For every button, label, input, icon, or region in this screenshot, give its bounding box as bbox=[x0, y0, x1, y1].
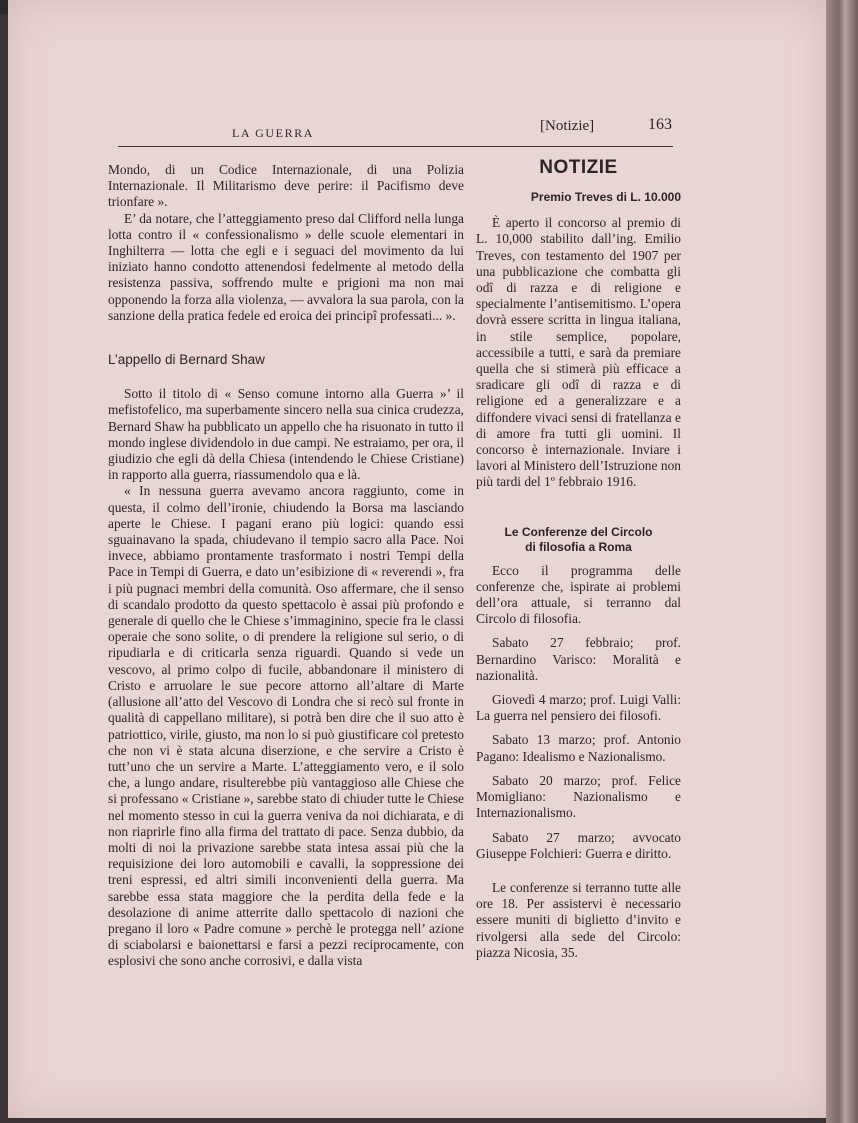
shaw-paragraph: Sotto il titolo di « Senso comune intorno alla Guerra »’ il mefistofelico, ma superbamente sincero nella sua cinica crudezza, Bernard Shaw ha pubblicato un appello che ha risuonato in tutto il mondo inglese dividendolo in due campi. Ne estraiamo, per ora, il giudizio che egli dà della Chiesa (intendendo le Chiese Cristiane) in rapporto alla guerra, riassumendolo qua e là. bbox=[108, 386, 464, 483]
conferenze-intro: Ecco il programma delle conferenze che, ispirate ai problemi dell’ora attuale, si terranno dal Circolo di filosofia. bbox=[476, 562, 681, 627]
conferenze-heading-line2: di filosofia a Roma bbox=[525, 539, 632, 554]
left-column bbox=[108, 162, 464, 970]
shaw-paragraph: « In nessuna guerra avevamo ancora raggiunto, come in questa, il colmo dell’ironie, chiudendo la Borsa ma lasciando aperte le Chiese. I pagani erano più logici: quando essi sguainavano la spada, chiudevano il tempio sacro alla Pace. Noi invece, abbiamo prontamente trasformato i nostri Tempi della Pace in Tempi di Guerra, e dato un’esibizione di « reverendi », fra i più pugnaci membri della comunità. Oso affermare, che il senso di scandalo prodotto da questo spettacolo è assai più profondo e generale di quello che le Chiese s’immaginino, specie fra le classi operaie che sono solite, o di prendere la religione sul serio, o di ripudiarla e di criticarla senza riguardi. Quando si vede un vescovo, al primo colpo di fucile, abbandonare il ministero di Cristo e arruolare le sue pecore attorno all’altare di Marte (allusione all’atto del Vescovo di Londra che si recò sul fronte in qualità di cappellano militare), si potrà ben dire che il suo atto è patriottico, virile, giusto, ma non lo si può giustificare col pretesto che non vi è stata alcuna diserzione, e che servire a Cristo è tutt’uno che un servire a Marte. L’atteggiamento vero, e il solo che, a lungo andare, risulterebbe più vantaggioso alle Chiese che si professano « Cristiane », sarebbe stato di chiuder tutte le Chiese nel momento stesso in cui la guerra veniva da noi dichiarata, e di non riaprirle fino alla firma del trattato di pace. Senza dubbio, da molti di noi la privazione sarebbe stata intesa assai più che la requisizione dei loro automobili e cavalli, la soppressione dei treni espressi, ed altri simili inconvenienti della guerra. Ma sarebbe essa stata maggiore che la perdita della fede e la desolazione di anime atterrite dallo spettacolo di nazioni che pregano il loro « Padre comune » perchè le protegga nell’ azione di sciabolarsi e baionettarsi e farsi a pezzi reciprocamente, con esplosivi che sono anche corrosivi, e dalla vista bbox=[108, 483, 464, 969]
conferenza-item: Sabato 13 marzo; prof. Antonio Pagano: Idealismo e Nazionalismo. bbox=[476, 732, 681, 764]
notizie-title: NOTIZIE bbox=[539, 157, 618, 178]
intro-paragraph: Mondo, di un Codice Internazionale, di una Polizia Internazionale. Il Militarismo deve perire: il Pacifismo deve trionfare ». bbox=[108, 162, 464, 210]
premio-heading: Premio Treves di L. 10.000 bbox=[530, 190, 681, 205]
intro-paragraph: E’ da notare, che l’atteggiamento preso dal Clifford nella lunga lotta contro il « confessionalismo » delle scuole elementari in Inghilterra — lotta che egli e i seguaci del movimento da lui iniziato hanno condotto attenendosi fedelmente al metodo della resistenza passiva, soffrendo multe e prigioni ma non mai opponendo la forza alla violenza, — avvalora la sua parola, con la sanzione della pratica fedele ed eroica dei principî professati... ». bbox=[108, 210, 464, 323]
running-head-left: LA GUERRA bbox=[232, 126, 315, 140]
right-column bbox=[476, 157, 681, 961]
conferenza-item: Sabato 27 febbraio; prof. Bernardino Varisco: Moralità e nazionalità. bbox=[476, 635, 681, 683]
running-head-section: [Notizie] bbox=[540, 118, 595, 134]
page-edge bbox=[826, 0, 858, 1123]
conferenza-item: Sabato 27 marzo; avvocato Giuseppe Folchieri: Guerra e diritto. bbox=[476, 829, 681, 861]
conferenza-item: Giovedì 4 marzo; prof. Luigi Valli: La guerra nel pensiero dei filosofi. bbox=[476, 692, 681, 724]
header-rule bbox=[118, 146, 673, 147]
book-page bbox=[8, 0, 828, 1118]
conferenze-closing: Le conferenze si terranno tutte alle ore 18. Per assistervi è necessario essere muniti di biglietto d’invito e rivolgersi alla sede del Circolo: piazza Nicosia, 35. bbox=[476, 879, 681, 960]
page-number: 163 bbox=[648, 116, 672, 133]
conferenza-item: Sabato 20 marzo; prof. Felice Momigliano: Nazionalismo e Internazionalismo. bbox=[476, 772, 681, 821]
section-title-shaw: L’appello di Bernard Shaw bbox=[108, 352, 265, 368]
conferenze-heading-line1: Le Conferenze del Circolo bbox=[504, 524, 653, 539]
premio-text: È aperto il concorso al premio di L. 10,000 stabilito dall’ing. Emilio Treves, con testamento del 1907 per una pubblicazione che combatta gli odî di razza e di religione e specialmente l’antisemitismo. L’opera dovrà essere scritta in lingua italiana, in stile semplice, popolare, accessibile a tutti, e sarà da premiare quella che si stimerà più efficace a sradicare gli odî di razza e di religione ed a generalizzare e a diffondere vivaci sensi di fratellanza e di amore fra tutti gli uomini. Il concorso è internazionale. Inviare i lavori al Ministero dell’Istruzione non più tardi del 1º febbraio 1916. bbox=[476, 215, 681, 490]
